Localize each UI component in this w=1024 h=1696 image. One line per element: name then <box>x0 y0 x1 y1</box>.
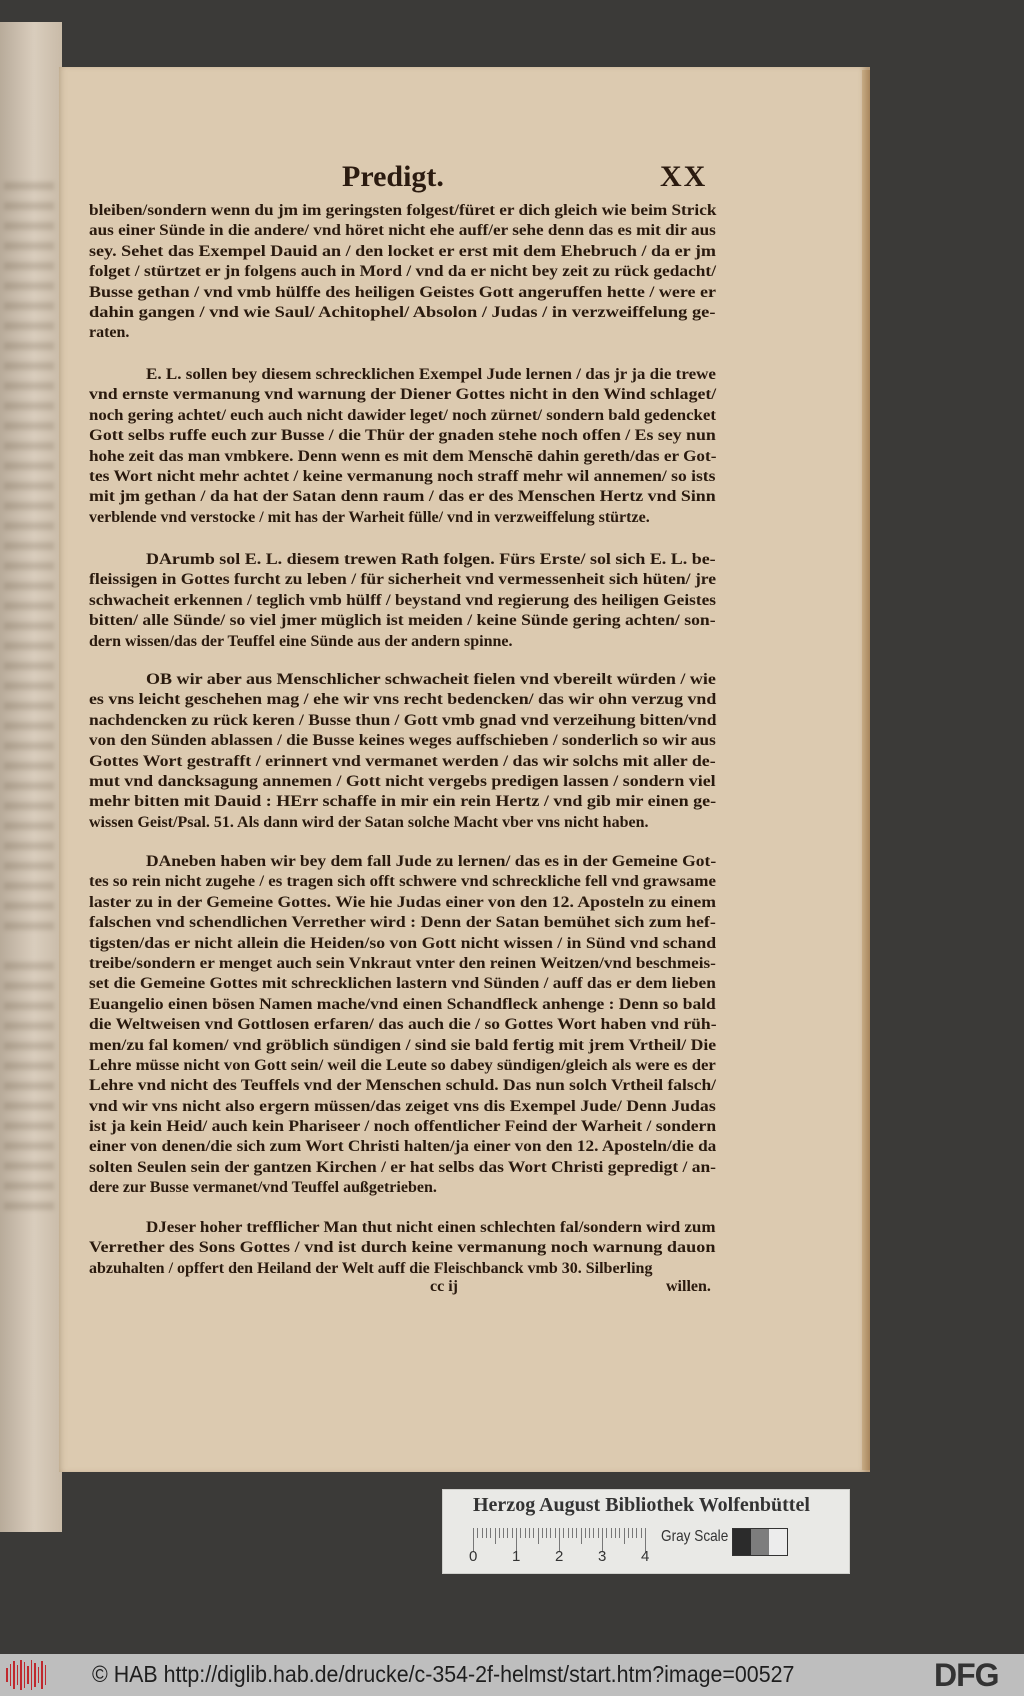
text-line <box>89 323 716 343</box>
text-line <box>89 934 716 954</box>
ruler-tick <box>572 1528 573 1538</box>
ruler-tick <box>546 1528 547 1538</box>
text-line <box>89 772 716 792</box>
catchword: willen. <box>666 1278 711 1295</box>
ruler-tick <box>598 1528 599 1538</box>
ruler-tick <box>624 1528 625 1544</box>
text-line-content: falschen vnd schendlichen Verrether wird : Denn der Satan bemühet sich zum hef- <box>89 914 716 932</box>
ruler-tick <box>499 1528 500 1538</box>
text-line <box>89 1259 716 1279</box>
text-line <box>89 303 716 323</box>
text-line <box>89 591 716 611</box>
text-line-content: laster zu in der Gemeine Gottes. Wie hie Judas einer von den 12. Aposteln zu einem <box>89 893 716 911</box>
text-line-content: dere zur Busse vermanet/vnd Teuffel außgetrieben. <box>89 1179 437 1197</box>
text-line <box>89 242 716 262</box>
ruler-tick <box>520 1528 521 1538</box>
text-line-content: tes Wort nicht mehr achtet / keine vermanung noch straff mehr wil annemen/ so ists <box>89 467 716 485</box>
paragraph <box>89 365 716 528</box>
ruler-tick <box>533 1528 534 1538</box>
text-line-content: vnd wir vns nicht also ergern müssen/das zeiget vns dis Exempel Jude/ Denn Judas <box>89 1097 716 1115</box>
ruler-tick <box>615 1528 616 1538</box>
ruler-tick <box>636 1528 637 1538</box>
ruler-tick <box>593 1528 594 1538</box>
text-line <box>89 1158 716 1178</box>
text-line-content: noch gering achtet/ euch auch nicht dawider leget/ noch zürnet/ sondern bald gedencket <box>89 406 716 424</box>
gray-swatch <box>769 1529 787 1555</box>
text-line <box>89 1056 716 1076</box>
text-line-content: schwacheit erkennen / teglich vmb hülff / beystand vnd regierung des heiligen Geistes <box>89 591 716 609</box>
text-line-content: DAneben haben wir bey dem fall Jude zu lernen/ das es in der Gemeine Got- <box>146 853 717 870</box>
paragraph <box>89 670 716 833</box>
hab-logo-icon <box>6 1660 46 1690</box>
text-line-content: mut vnd dancksagung annemen / Gott nicht vergebs predigen lassen / sondern viel <box>89 772 716 790</box>
text-line-content: tigsten/das er nicht allein die Heiden/so von Gott nicht wissen / in Sünd vnd schand <box>89 934 717 952</box>
ruler-label: 1 <box>512 1548 521 1565</box>
text-line-content: von den Sünden ablassen / die Busse keines weges auffschieben / sonderlich so wir aus <box>89 732 716 750</box>
text-line-content: sey. Sehet das Exempel Dauid an / den locket er erst mit dem Ehebruch / da er jm <box>89 242 716 260</box>
text-line-content: die Weltweisen vnd Gottlosen erfaren/ das auch die / so Gottes Wort haben vnd rüh- <box>89 1016 717 1034</box>
paragraph <box>89 201 716 344</box>
ruler-tick <box>589 1528 590 1538</box>
text-line-content: raten. <box>89 324 130 342</box>
gray-scale-label: Gray Scale <box>661 1528 729 1545</box>
text-line <box>89 1117 716 1137</box>
text-line <box>89 852 716 872</box>
ruler-tick <box>628 1528 629 1538</box>
text-line-content: Lehre müsse nicht von Gott sein/ weil die Leute so dabey sündigen/gleich als were es der <box>89 1056 716 1074</box>
text-line-content: Gott selbs ruffe euch zur Busse / die Thür der gnaden stehe noch offen / Es sey nun <box>89 427 716 445</box>
text-line <box>89 487 716 507</box>
text-line-content: mit jm gethan / da hat der Satan denn raum / das er des Menschen Hertz vnd Sinn <box>89 488 716 506</box>
text-line <box>89 1097 716 1117</box>
dfg-logo: DFG <box>934 1657 999 1693</box>
text-line <box>89 611 716 631</box>
ruler-tick <box>581 1528 582 1544</box>
text-line <box>89 792 716 812</box>
text-line-content: verblende vnd verstocke / mit has der Warheit fülle/ vnd in verzweiffelung stürtze. <box>89 508 650 526</box>
ruler-tick <box>512 1528 513 1538</box>
folio-number: XX <box>660 160 708 193</box>
text-line-content: dahin gangen / vnd wie Saul/ Achitophel/ Absolon / Judas / in verzweiffelung ge- <box>89 303 716 321</box>
ruler-tick <box>555 1528 556 1538</box>
text-line <box>89 690 716 710</box>
text-line <box>89 872 716 892</box>
text-line <box>89 670 716 690</box>
ruler-tick <box>503 1528 504 1538</box>
text-line-content: mehr bitten mit Dauid : HErr schaffe in mir ein rein Hertz / vnd gib mir einen ge- <box>89 793 717 811</box>
text-line <box>89 913 716 933</box>
ruler-tick <box>495 1528 496 1544</box>
ruler-tick <box>611 1528 612 1538</box>
text-line-content: DArumb sol E. L. diesem trewen Rath folgen. Fürs Erste/ sol sich E. L. be- <box>146 551 716 568</box>
text-line <box>89 447 716 467</box>
ruler-tick <box>538 1528 539 1544</box>
text-line <box>89 893 716 913</box>
paragraph <box>89 1218 716 1279</box>
paragraph <box>89 550 716 652</box>
text-line <box>89 221 716 241</box>
text-line-content: Busse gethan / vnd vmb hülffe des heiligen Geistes Gott angeruffen hette / were er <box>89 283 716 301</box>
text-line <box>89 467 716 487</box>
ruler-tick <box>563 1528 564 1538</box>
text-line-content: folget / stürtzet er jn folgens auch in Mord / vnd da er nicht bey zeit zu rück gedacht/ <box>89 263 717 281</box>
ruler-label: 3 <box>598 1548 607 1565</box>
text-line <box>89 954 716 974</box>
ruler-tick <box>585 1528 586 1538</box>
ruler-tick <box>632 1528 633 1538</box>
ruler-tick <box>542 1528 543 1538</box>
text-line <box>89 283 716 303</box>
text-line <box>89 1036 716 1056</box>
text-line-content: men/zu fal komen/ vnd gröblich sündigen / sind sie bald fertig mit jrem Vrtheil/ Die <box>89 1036 717 1054</box>
text-line-content: DJeser hoher trefflicher Man thut nicht einen schlechten fal/sondern wird zum <box>146 1219 716 1236</box>
text-line <box>89 974 716 994</box>
ruler-tick <box>507 1528 508 1538</box>
text-line-content: es vns leicht geschehen mag / ehe wir vns recht bedencken/ das wir ohn verzug vnd <box>89 691 717 709</box>
text-line <box>89 550 716 570</box>
ruler-tick <box>619 1528 620 1538</box>
ruler-tick <box>550 1528 551 1538</box>
text-line-content: Verrether des Sons Gottes / vnd ist durch keine vermanung noch warnung dauon <box>89 1239 716 1257</box>
text-line <box>89 1218 716 1238</box>
text-line-content: bitten/ alle Sünde/ so viel jmer müglich ist meiden / keine Sünde gering achten/ son- <box>89 612 716 630</box>
signature-mark: cc ij <box>430 1278 458 1295</box>
text-line <box>89 508 716 528</box>
text-line <box>89 632 716 652</box>
ruler-label: 2 <box>555 1548 564 1565</box>
text-line-content: treibe/sondern er menget auch sein Vnkraut vnter den reinen Weitzen/vnd beschmeis- <box>89 954 716 972</box>
text-line <box>89 201 716 221</box>
text-line-content: bleiben/sondern wenn du jm im geringsten folgest/füret er dich gleich wie beim Strick <box>89 202 717 219</box>
ruler-tick <box>486 1528 487 1538</box>
ruler-tick <box>606 1528 607 1538</box>
text-line <box>89 731 716 751</box>
text-line-content: dern wissen/das der Teuffel eine Sünde aus der andern spinne. <box>89 632 513 650</box>
copyright-url[interactable]: © HAB http://diglib.hab.de/drucke/c-354-2f-helmst/start.htm?image=00527 <box>92 1661 795 1687</box>
text-line <box>89 1015 716 1035</box>
library-name: Herzog August Bibliothek Wolfenbüttel <box>473 1494 810 1516</box>
ruler-label: 0 <box>469 1548 478 1565</box>
ruler-tick <box>568 1528 569 1538</box>
text-line-content: Euangelio einen bösen Namen mache/vnd einen Schandfleck anhenge : Denn so bald <box>89 995 716 1013</box>
text-line-content: vnd ernste vermanung vnd warnung der Diener Gottes nicht in den Wind schlaget/ <box>89 386 717 404</box>
ruler-tick <box>529 1528 530 1538</box>
text-line-content: Lehre vnd nicht des Teuffels vnd der Menschen schuld. Das nun solch Vrtheil falsch/ <box>89 1077 717 1095</box>
paragraph <box>89 852 716 1199</box>
gray-swatch <box>733 1529 751 1555</box>
facing-page-edge <box>0 22 62 1532</box>
text-line-content: ist ja kein Heid/ auch kein Phariseer / noch offentlicher Feind der Warheit / sondern <box>89 1118 717 1136</box>
text-line-content: fleissigen in Gottes furcht zu leben / für sicherheit vnd vermessenheit sich hüten/ jre <box>89 571 717 589</box>
text-line <box>89 1238 716 1258</box>
color-calibration-card <box>443 1490 849 1573</box>
text-line <box>89 995 716 1015</box>
ruler-tick <box>482 1528 483 1538</box>
text-line-content: tes so rein nicht zugehe / es tragen sich offt schwere vnd schreckliche fell vnd grawsame <box>89 873 716 891</box>
ruler-scale <box>473 1528 655 1554</box>
ruler-tick <box>525 1528 526 1538</box>
ruler-label: 4 <box>641 1548 650 1565</box>
text-line <box>89 1076 716 1096</box>
text-line <box>89 385 716 405</box>
text-line <box>89 1178 716 1198</box>
text-line-content: solten Seulen sein der gantzen Kirchen / er hat selbs das Wort Christi gepredigt / an- <box>89 1158 716 1176</box>
text-line <box>89 711 716 731</box>
text-line-content: aus einer Sünde in die andere/ vnd höret nicht ehe auff/er sehe denn das es mit dir aus <box>89 222 716 240</box>
text-line <box>89 1137 716 1157</box>
running-title: Predigt. <box>342 160 444 193</box>
text-line-content: wissen Geist/Psal. 51. Als dann wird der Satan solche Macht vber vns nicht haben. <box>89 813 649 831</box>
text-line-content: hohe zeit das man vmbkere. Denn wenn es mit dem Menschē dahin gereth/das er Got- <box>89 447 717 465</box>
ruler-tick <box>641 1528 642 1538</box>
text-line-content: set die Gemeine Gottes mit schrecklichen lastern vnd Sünden / auff das er dem lieben <box>89 975 716 993</box>
ruler-tick <box>490 1528 491 1538</box>
text-line-content: Gottes Wort gestrafft / erinnert vnd vermanet werden / das wir solchs mit aller de- <box>89 752 716 770</box>
gray-swatch <box>751 1529 769 1555</box>
text-line-content: E. L. sollen bey diesem schrecklichen Exempel Jude lernen / das jr ja die trewe <box>146 366 716 383</box>
ruler-tick <box>576 1528 577 1538</box>
footer-bar <box>0 1654 1024 1696</box>
text-line-content: abzuhalten / opffert den Heiland der Welt auff die Fleischbanck vmb 30. Silberling <box>89 1259 653 1277</box>
text-line <box>89 365 716 385</box>
text-line <box>89 570 716 590</box>
ruler-tick <box>477 1528 478 1538</box>
text-line-content: OB wir aber aus Menschlicher schwacheit fielen vnd vbereilt würden / wie <box>146 671 716 688</box>
text-line <box>89 426 716 446</box>
text-line <box>89 406 716 426</box>
page-edge-shadow <box>862 70 870 1470</box>
text-line-content: einer von denen/die sich zum Wort Christi halten/ja einer von den 12. Aposteln/die da <box>89 1138 717 1156</box>
text-line <box>89 813 716 833</box>
text-line <box>89 262 716 282</box>
text-line-content: nachdencken zu rück keren / Busse thun / Gott vmb gnad vnd verzeihung bitten/vnd <box>89 711 717 729</box>
gray-scale-swatches <box>732 1528 788 1556</box>
text-line <box>89 752 716 772</box>
